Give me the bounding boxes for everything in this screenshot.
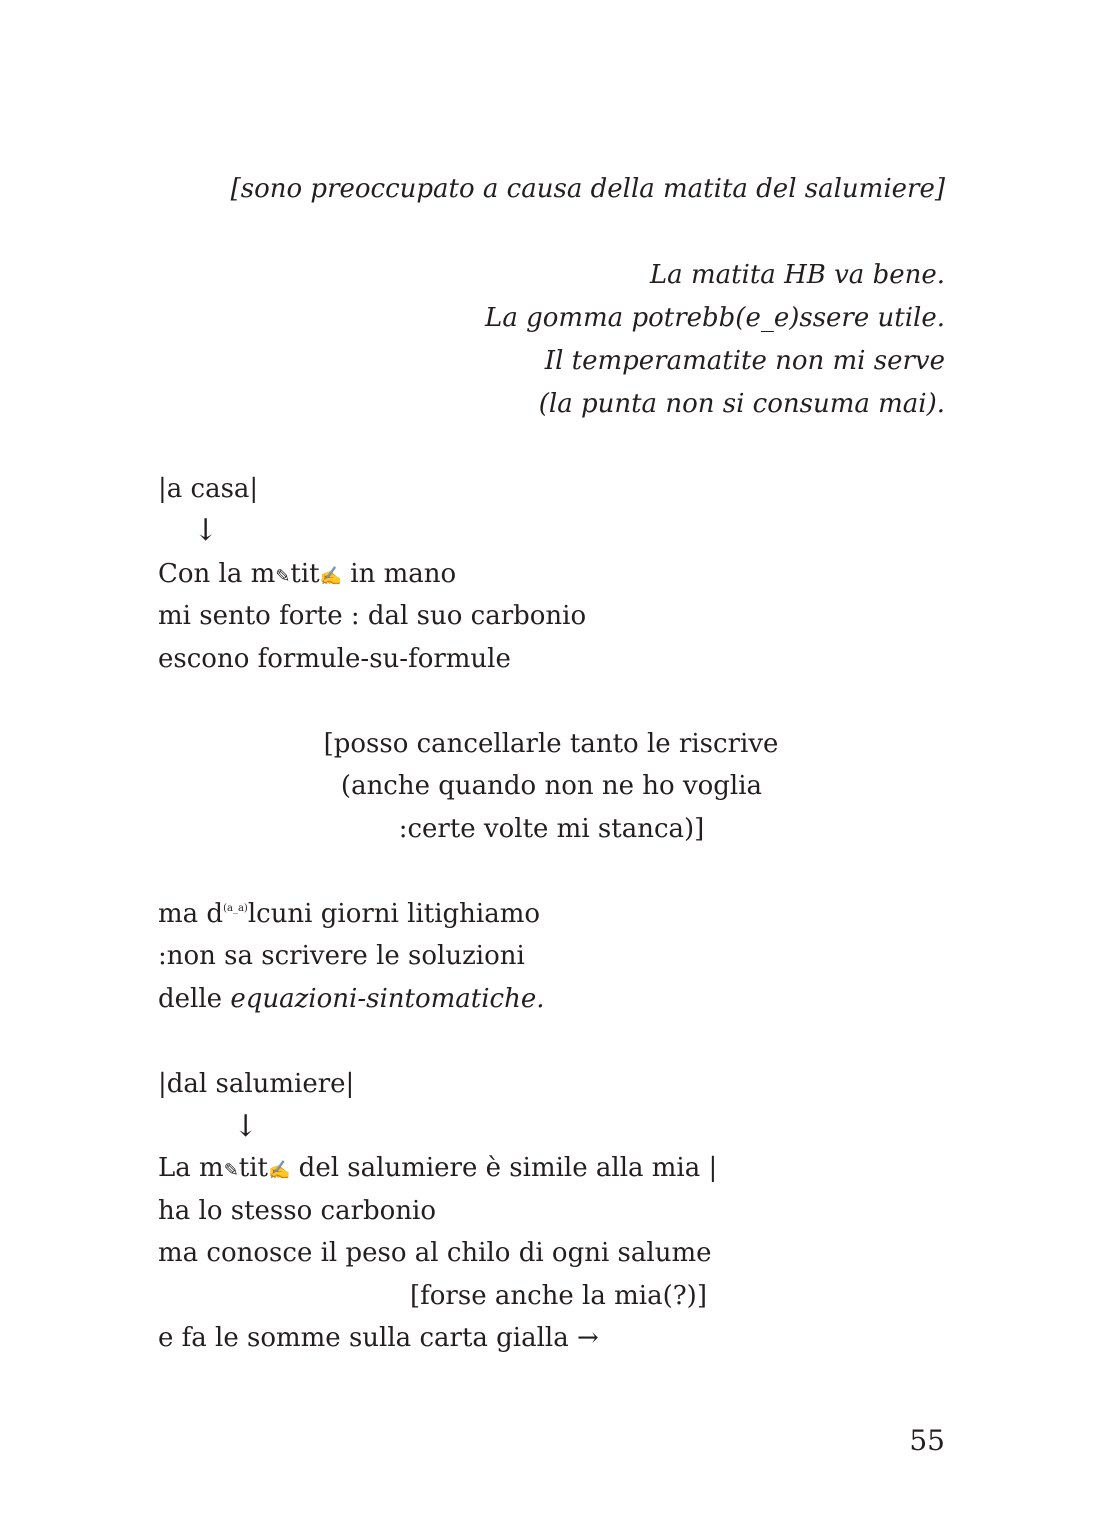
text-fragment: in mano	[342, 559, 457, 589]
text-fragment: :certe volte mi stanca)]	[398, 814, 705, 844]
section-marker-home: |a casa|	[158, 474, 259, 504]
section-marker-shop: |dal salumiere|	[158, 1069, 355, 1099]
verse-line	[158, 901, 540, 927]
bracket-line-1	[0, 731, 1103, 757]
down-arrow-icon: ↓	[233, 1109, 259, 1144]
text-fragment: ma d	[158, 899, 224, 929]
text-fragment: La m	[158, 1153, 224, 1183]
verse-line: :non sa scrivere le soluzioni	[158, 941, 525, 971]
text-fragment: (anche quando non ne ho voglia	[340, 771, 763, 801]
italic-line-3: Il temperamatite non mi serve	[544, 346, 945, 376]
verse-line: ma conosce il peso al chilo di ogni salume	[158, 1238, 712, 1268]
verse-line: mi sento forte : dal suo carbonio	[158, 601, 587, 631]
heading: [sono preoccupato a causa della matita del salumiere]	[230, 174, 945, 204]
verse-line-indented: [forse anche la mia(?)]	[410, 1281, 707, 1311]
text-fragment: [posso cancellarle tanto le riscrive	[323, 729, 779, 759]
verse-line: e fa le somme sulla carta gialla →	[158, 1323, 599, 1353]
text-fragment: Con la m	[158, 559, 276, 589]
annotation-superscript: (a_a)	[223, 903, 248, 914]
italic-line-1: La matita HB va bene.	[649, 260, 945, 290]
italic-fragment: equazioni-sintomatiche.	[230, 984, 545, 1014]
bracket-line-2	[0, 773, 1103, 799]
text-fragment: delle	[158, 984, 231, 1014]
page-number: 55	[909, 1424, 945, 1457]
verse-line	[158, 1155, 717, 1181]
writing-hand-icon: ✍	[268, 1160, 291, 1181]
text-fragment: del salumiere è simile alla mia |	[290, 1153, 718, 1183]
italic-line-4: (la punta non si consuma mai).	[538, 389, 945, 419]
pencil-icon: ✎	[275, 566, 291, 587]
verse-line	[158, 561, 456, 587]
verse-line: ha lo stesso carbonio	[158, 1196, 437, 1226]
text-fragment: lcuni giorni litighiamo	[247, 899, 541, 929]
text-fragment: tit	[238, 1153, 268, 1183]
verse-line	[158, 986, 544, 1012]
text-fragment: tit	[290, 559, 320, 589]
pencil-icon: ✎	[223, 1160, 239, 1181]
italic-line-2: La gomma potrebb(e_e)ssere utile.	[485, 303, 945, 333]
verse-line: escono formule-su-formule	[158, 644, 511, 674]
writing-hand-icon: ✍	[319, 566, 343, 587]
bracket-line-3	[0, 816, 1103, 842]
down-arrow-icon: ↓	[193, 513, 219, 548]
